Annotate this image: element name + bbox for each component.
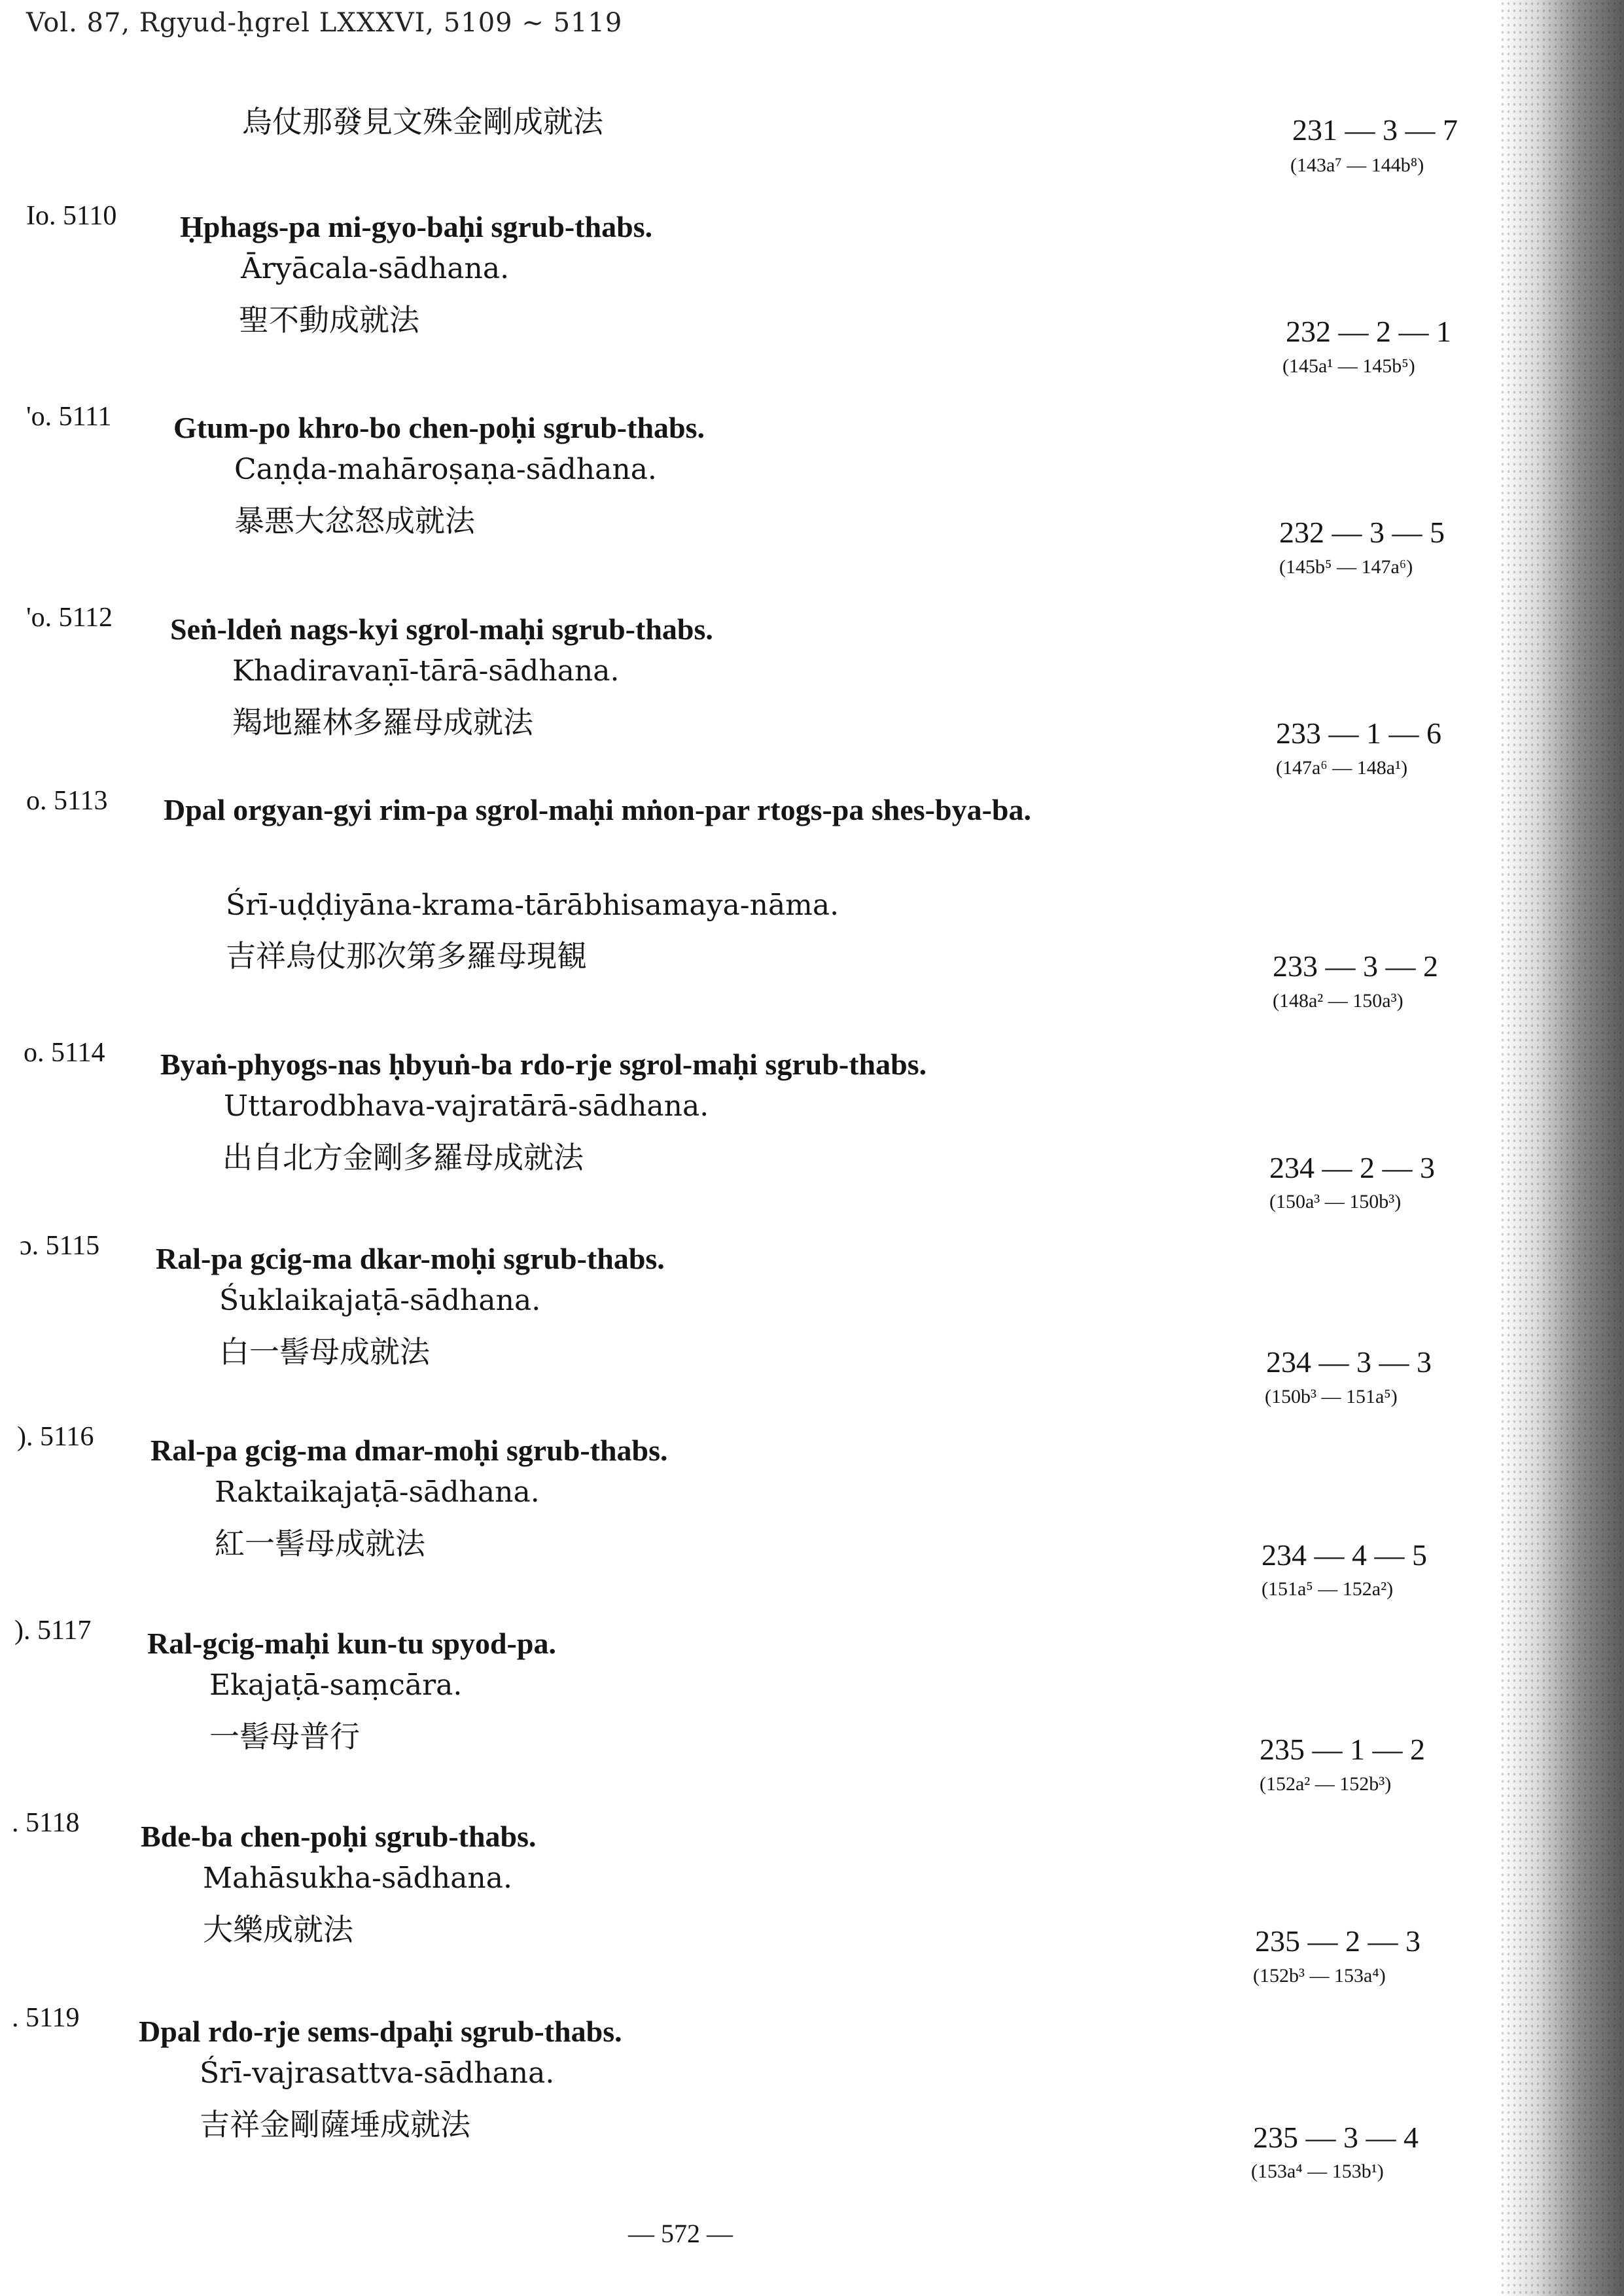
entry-number: ɔ. 5115 — [20, 1231, 100, 1261]
entry-sanskrit-title: Khadiravaṇī-tārā-sādhana. — [232, 654, 620, 688]
entry-folio: (150b³ — 151a⁵) — [1265, 1386, 1398, 1407]
entry-sanskrit-title: Uttarodbhava-vajratārā-sādhana. — [224, 1089, 709, 1123]
entry-folio: (147a⁶ — 148a¹) — [1276, 757, 1408, 779]
entry-sanskrit-title: Caṇḍa-mahāroṣaṇa-sādhana. — [234, 453, 657, 486]
entry-location: 233 — 3 — 2 — [1273, 949, 1438, 983]
entry-chinese-title: 吉祥金剛薩埵成就法 — [200, 2107, 470, 2142]
entry-chinese-title: 出自北方金剛多羅母成就法 — [222, 1140, 584, 1175]
entry-chinese-title: 吉祥烏仗那次第多羅母現観 — [226, 938, 587, 974]
running-header: Vol. 87, Rgyud-ḥgrel LXXXVI, 5109 ∼ 5119 — [26, 8, 623, 38]
entry-location: 235 — 3 — 4 — [1253, 2121, 1419, 2154]
entry-folio: (152b³ — 153a⁴) — [1253, 1965, 1386, 1987]
entry-chinese-title: 暴悪大忿怒成就法 — [234, 503, 475, 539]
entry-chinese-title: 一髻母普行 — [209, 1719, 360, 1754]
entry-location: 232 — 2 — 1 — [1286, 315, 1451, 348]
entry-sanskrit-title: Ekajaṭā-saṃcāra. — [209, 1669, 463, 1702]
lead-location: 231 — 3 — 7 — [1292, 113, 1458, 147]
entry-tibetan-title: Dpal rdo-rje sems-dpaḥi sgrub-thabs. — [139, 2015, 622, 2048]
entry-folio: (145b⁵ — 147a⁶) — [1279, 556, 1413, 578]
entry-folio: (148a² — 150a³) — [1273, 990, 1403, 1012]
entry-number: o. 5114 — [24, 1038, 105, 1068]
lead-chinese-title: 烏仗那發見文殊金剛成就法 — [242, 104, 603, 139]
entry-tibetan-title: Seṅ-ldeṅ nags-kyi sgrol-maḥi sgrub-thabs. — [170, 612, 713, 646]
entry-location: 234 — 3 — 3 — [1266, 1345, 1432, 1379]
entry-sanskrit-title: Mahāsukha-sādhana. — [203, 1862, 512, 1895]
entry-folio: (153a⁴ — 153b¹) — [1251, 2161, 1384, 2182]
entry-sanskrit-title: Āryācala-sādhana. — [241, 252, 510, 285]
entry-chinese-title: 紅一髻母成就法 — [215, 1526, 425, 1561]
entry-location: 232 — 3 — 5 — [1279, 516, 1445, 549]
entry-number: o. 5113 — [26, 786, 108, 816]
entry-sanskrit-title: Śrī-uḍḍiyāna-krama-tārābhisamaya-nāma. — [226, 889, 839, 922]
entry-chinese-title: 聖不動成就法 — [239, 302, 419, 338]
entry-folio: (145a¹ — 145b⁵) — [1282, 355, 1415, 377]
lead-folio: (143a⁷ — 144b⁸) — [1290, 154, 1424, 176]
entry-number: Io. 5110 — [26, 201, 117, 231]
entry-tibetan-title: Ral-pa gcig-ma dkar-moḥi sgrub-thabs. — [156, 1242, 665, 1275]
entry-number: 'o. 5111 — [26, 402, 112, 432]
entry-location: 235 — 1 — 2 — [1260, 1733, 1425, 1766]
entry-chinese-title: 大樂成就法 — [203, 1912, 353, 1947]
entry-number: ). 5117 — [14, 1616, 92, 1646]
entry-sanskrit-title: Śuklaikajaṭā-sādhana. — [219, 1284, 541, 1317]
entry-tibetan-title: Byaṅ-phyogs-nas ḥbyuṅ-ba rdo-rje sgrol-maḥi sgrub-thabs. — [160, 1048, 927, 1081]
entry-location: 233 — 1 — 6 — [1276, 716, 1441, 750]
entry-chinese-title: 羯地羅林多羅母成就法 — [232, 705, 533, 740]
entry-tibetan-title — [164, 788, 1250, 832]
entry-number: . 5119 — [12, 2003, 80, 2033]
entry-tibetan-title-text: Dpal orgyan-gyi rim-pa sgrol-maḥi mṅon-par rtogs-pa shes-bya-ba. — [164, 793, 1031, 826]
entry-number: 'o. 5112 — [26, 603, 113, 633]
entry-location: 234 — 4 — 5 — [1262, 1538, 1427, 1572]
entry-location: 234 — 2 — 3 — [1269, 1151, 1435, 1184]
entry-chinese-title: 白一髻母成就法 — [219, 1334, 430, 1369]
page-number: — 572 — — [628, 2219, 733, 2248]
entry-number: ). 5116 — [17, 1422, 94, 1452]
entry-tibetan-title: Ral-pa gcig-ma dmar-moḥi sgrub-thabs. — [150, 1434, 668, 1467]
entry-tibetan-title: Gtum-po khro-bo chen-poḥi sgrub-thabs. — [173, 411, 705, 444]
entry-folio: (151a⁵ — 152a²) — [1262, 1578, 1394, 1600]
entry-tibetan-title: Ḥphags-pa mi-gyo-baḥi sgrub-thabs. — [180, 210, 653, 243]
entry-sanskrit-title: Śrī-vajrasattva-sādhana. — [200, 2057, 555, 2090]
entry-sanskrit-title: Raktaikajaṭā-sādhana. — [215, 1475, 540, 1509]
scan-edge-noise — [1500, 0, 1624, 2296]
entry-number: . 5118 — [12, 1808, 80, 1838]
entry-folio: (150a³ — 150b³) — [1269, 1191, 1402, 1212]
entry-location: 235 — 2 — 3 — [1255, 1924, 1421, 1958]
entry-tibetan-title: Ral-gcig-maḥi kun-tu spyod-pa. — [147, 1627, 556, 1660]
entry-folio: (152a² — 152b³) — [1260, 1773, 1392, 1795]
entry-tibetan-title: Bde-ba chen-poḥi sgrub-thabs. — [141, 1820, 537, 1853]
